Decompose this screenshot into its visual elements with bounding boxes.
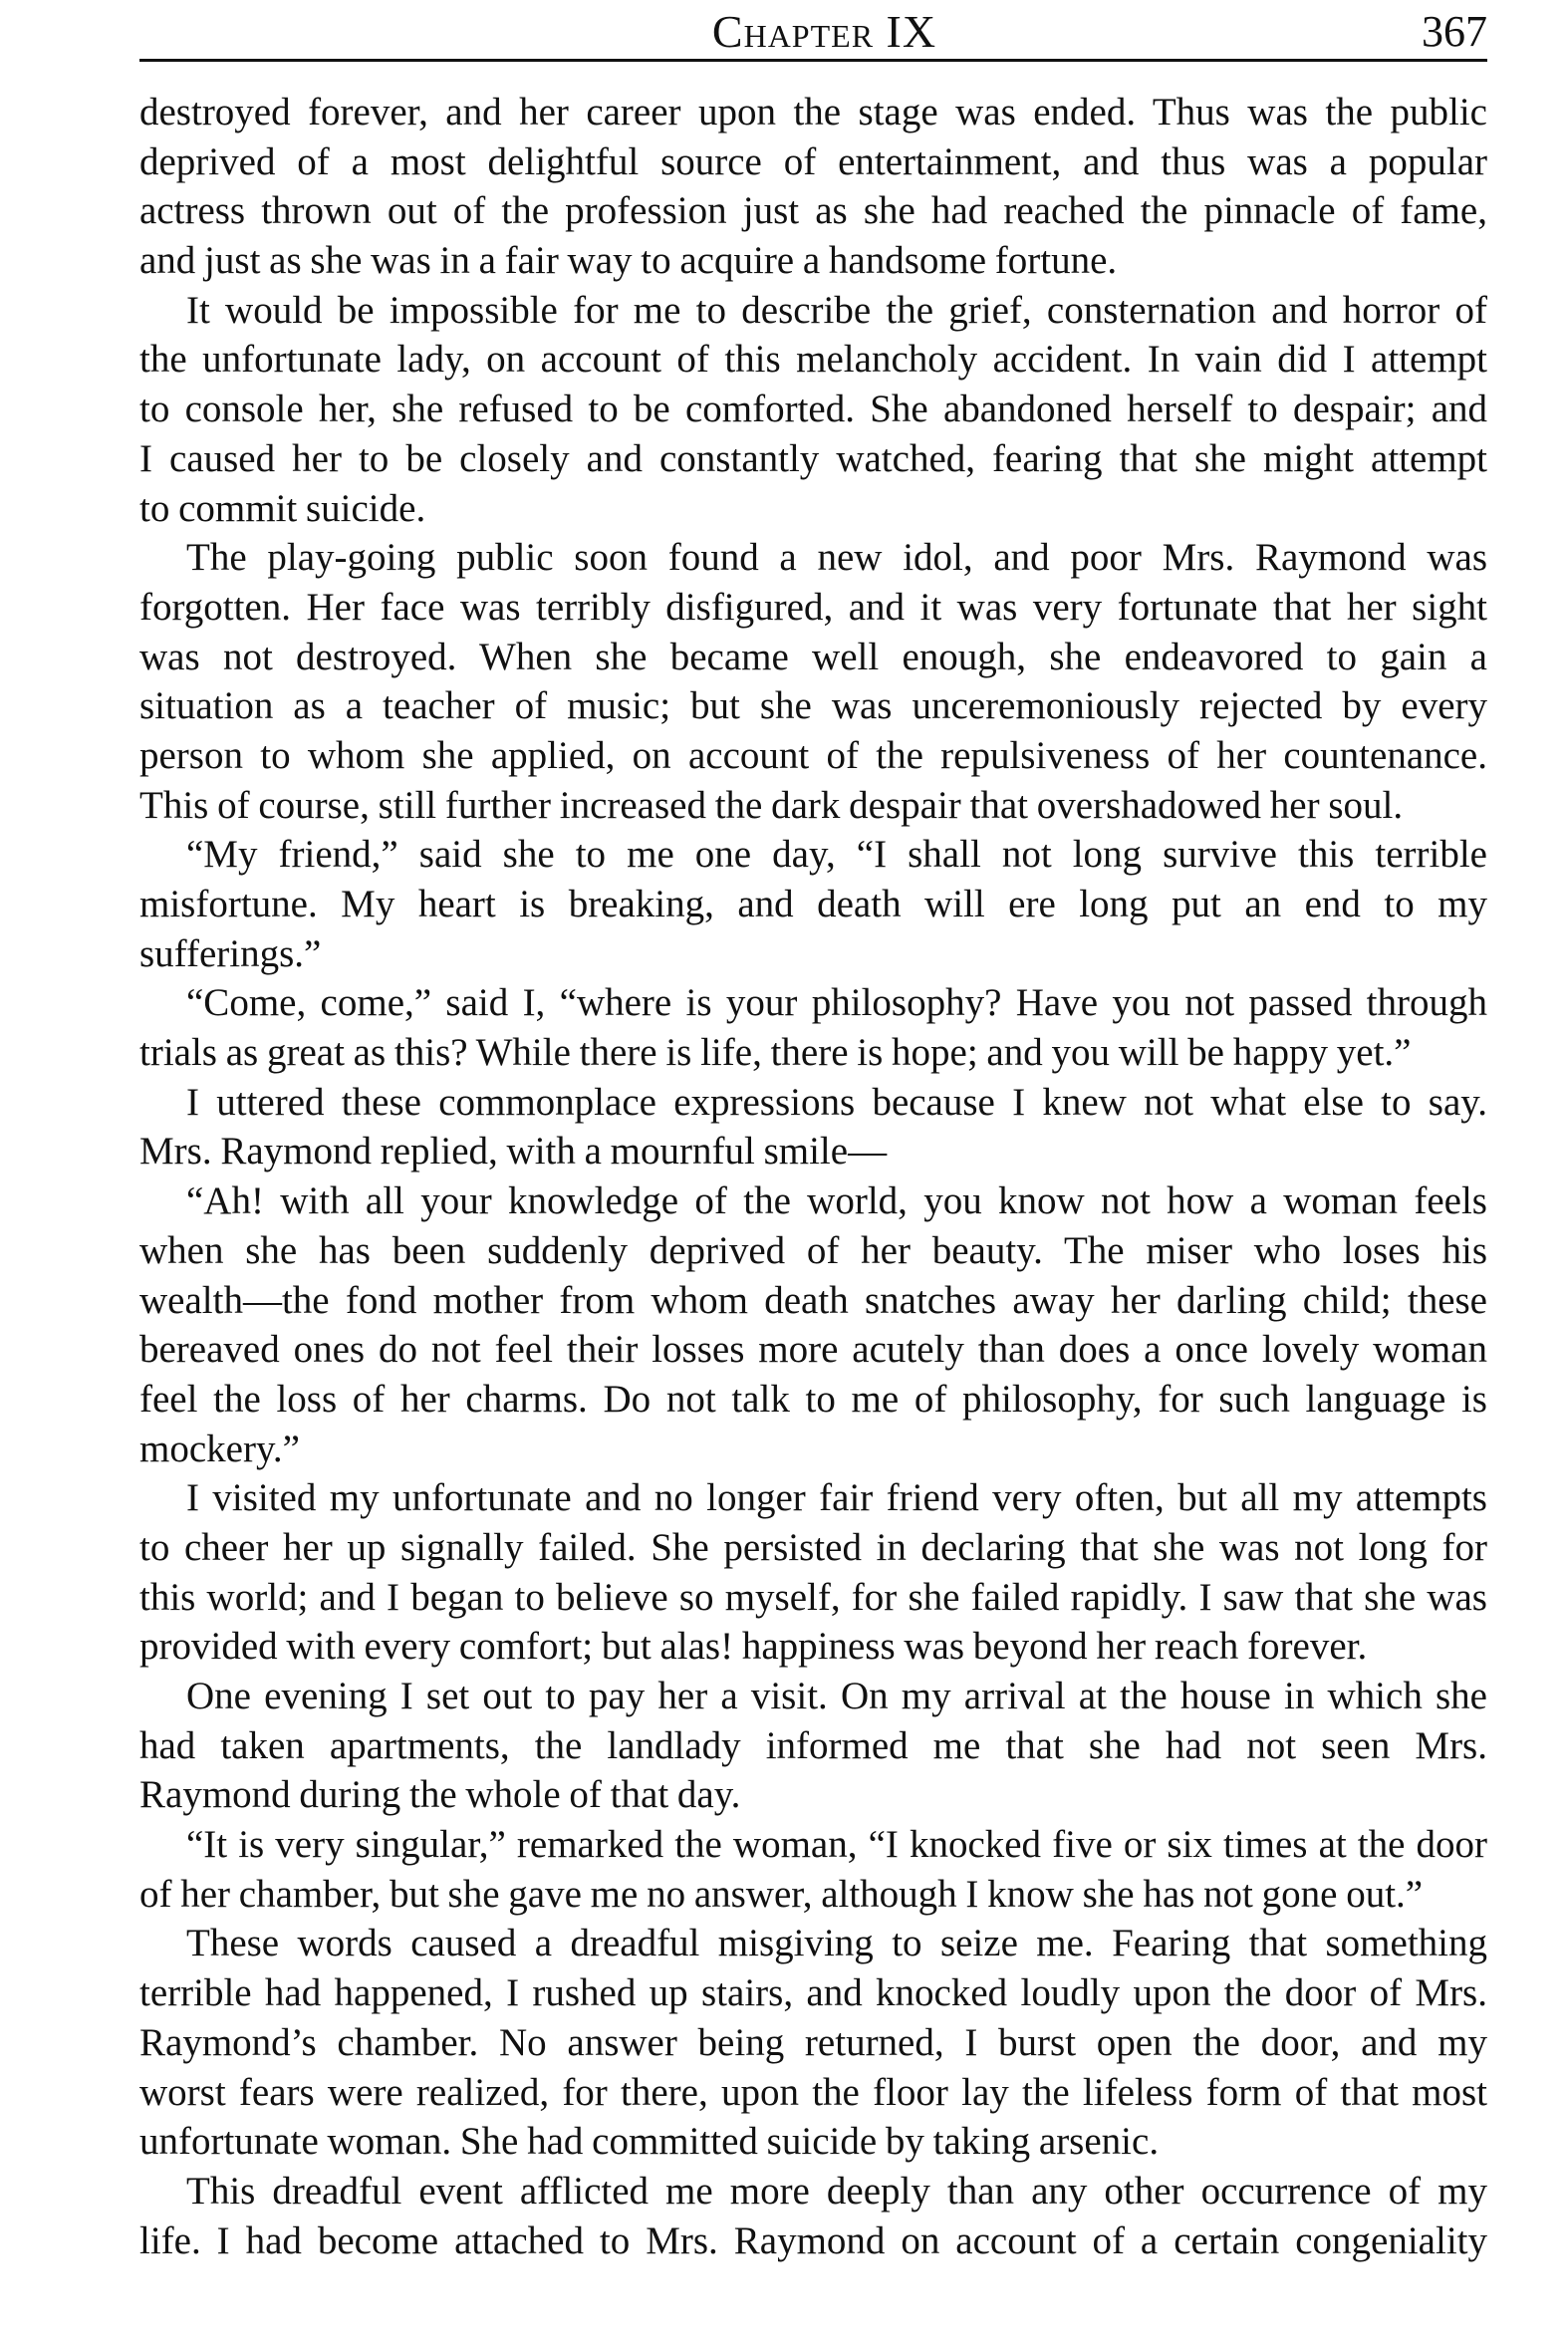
page-number: 367 <box>1422 7 1487 56</box>
text-line: Raymond during the whole of that day. <box>139 1773 741 1817</box>
text-line: I caused her to be closely and constantly watched, fearing that she might attempt <box>139 436 1487 480</box>
text-line: the unfortunate lady, on account of this melancholy accident. In vain did I attempt <box>139 338 1487 382</box>
text-line: worst fears were realized, for there, upon the floor lay the lifeless form of that most <box>139 2070 1487 2114</box>
paragraph <box>139 286 1487 533</box>
text-line: when she has been suddenly deprived of her beauty. The miser who loses his <box>139 1228 1487 1272</box>
paragraph <box>139 978 1487 1077</box>
paragraph <box>139 2167 1487 2265</box>
chapter-title: Chapter IX <box>711 6 937 57</box>
text-line: provided with every comfort; but alas! happiness was beyond her reach forever. <box>139 1625 1368 1669</box>
text-line: to cheer her up signally failed. She persisted in declaring that she was not long for <box>139 1525 1487 1569</box>
text-line: “It is very singular,” remarked the woman, “I knocked five or six times at the door <box>186 1823 1487 1867</box>
text-line: sufferings.” <box>139 931 322 975</box>
text-line: I visited my unfortunate and no longer fair friend very often, but all my attempts <box>186 1476 1487 1520</box>
text-line: One evening I set out to pay her a visit. On my arrival at the house in which she <box>186 1675 1487 1717</box>
paragraph <box>139 88 1487 286</box>
text-line: “My friend,” said she to me one day, “I shall not long survive this terrible <box>186 833 1487 877</box>
paragraph <box>139 1919 1487 2166</box>
text-line: misfortune. My heart is breaking, and death will ere long put an end to my <box>139 883 1487 925</box>
text-line: feel the loss of her charms. Do not talk to me of philosophy, for such language is <box>139 1377 1487 1421</box>
body-text <box>139 88 1487 2265</box>
text-line: terrible had happened, I rushed up stairs, and knocked loudly upon the door of Mrs. <box>139 1971 1487 2015</box>
text-line: person to whom she applied, on account of the repulsiveness of her countenance. <box>139 733 1487 777</box>
text-line: I uttered these commonplace expressions because I knew not what else to say. <box>186 1080 1487 1124</box>
text-line: trials as great as this? While there is life, there is hope; and you will be happy yet.” <box>139 1031 1412 1075</box>
text-line: Raymond’s chamber. No answer being returned, I burst open the door, and my <box>139 2020 1487 2064</box>
text-line: this world; and I began to believe so myself, for she failed rapidly. I saw that she was <box>139 1575 1487 1619</box>
text-line: “Come, come,” said I, “where is your philosophy? Have you not passed through <box>186 981 1487 1025</box>
paragraph <box>139 1078 1487 1176</box>
text-line: This dreadful event afflicted me more deeply than any other occurrence of my <box>186 2169 1487 2213</box>
text-line: unfortunate woman. She had committed suicide by taking arsenic. <box>139 2120 1160 2164</box>
running-head <box>139 0 1487 62</box>
text-line: bereaved ones do not feel their losses more acutely than does a once lovely woman <box>139 1328 1487 1372</box>
text-line: was not destroyed. When she became well enough, she endeavored to gain a <box>139 635 1487 678</box>
text-line: The play-going public soon found a new idol, and poor Mrs. Raymond was <box>186 536 1487 580</box>
text-line: wealth—the fond mother from whom death snatches away her darling child; these <box>139 1278 1487 1322</box>
text-line: forgotten. Her face was terribly disfigured, and it was very fortunate that her sight <box>139 585 1487 629</box>
text-line: “Ah! with all your knowledge of the world, you know not how a woman feels <box>186 1179 1487 1223</box>
text-line: to commit suicide. <box>139 486 426 530</box>
text-line: to console her, she refused to be comforted. She abandoned herself to despair; and <box>139 388 1487 431</box>
paragraph <box>139 1672 1487 1820</box>
text-line: deprived of a most delightful source of entertainment, and thus was a popular <box>139 139 1487 183</box>
paragraph <box>139 830 1487 978</box>
paragraph <box>139 533 1487 830</box>
header-rule <box>139 59 1487 62</box>
paragraph <box>139 1176 1487 1473</box>
text-line: destroyed forever, and her career upon the stage was ended. Thus was the public <box>139 91 1487 133</box>
text-line: life. I had become attached to Mrs. Raymond on account of a certain congeniality <box>139 2218 1487 2262</box>
text-line: It would be impossible for me to describe the grief, consternation and horror of <box>186 288 1487 332</box>
text-line: These words caused a dreadful misgiving to seize me. Fearing that something <box>186 1922 1487 1965</box>
text-line: Mrs. Raymond replied, with a mournful smile— <box>139 1130 888 1173</box>
text-line: This of course, still further increased the dark despair that overshadowed her soul. <box>139 783 1404 827</box>
text-line: had taken apartments, the landlady informed me that she had not seen Mrs. <box>139 1723 1487 1767</box>
paragraph <box>139 1473 1487 1672</box>
text-line: situation as a teacher of music; but she was unceremoniously rejected by every <box>139 684 1487 728</box>
text-line: actress thrown out of the profession just as she had reached the pinnacle of fame, <box>139 189 1487 233</box>
paragraph <box>139 1820 1487 1919</box>
text-line: and just as she was in a fair way to acquire a handsome fortune. <box>139 239 1118 283</box>
text-line: of her chamber, but she gave me no answer, although I know she has not gone out.” <box>139 1872 1424 1916</box>
text-line: mockery.” <box>139 1427 300 1470</box>
